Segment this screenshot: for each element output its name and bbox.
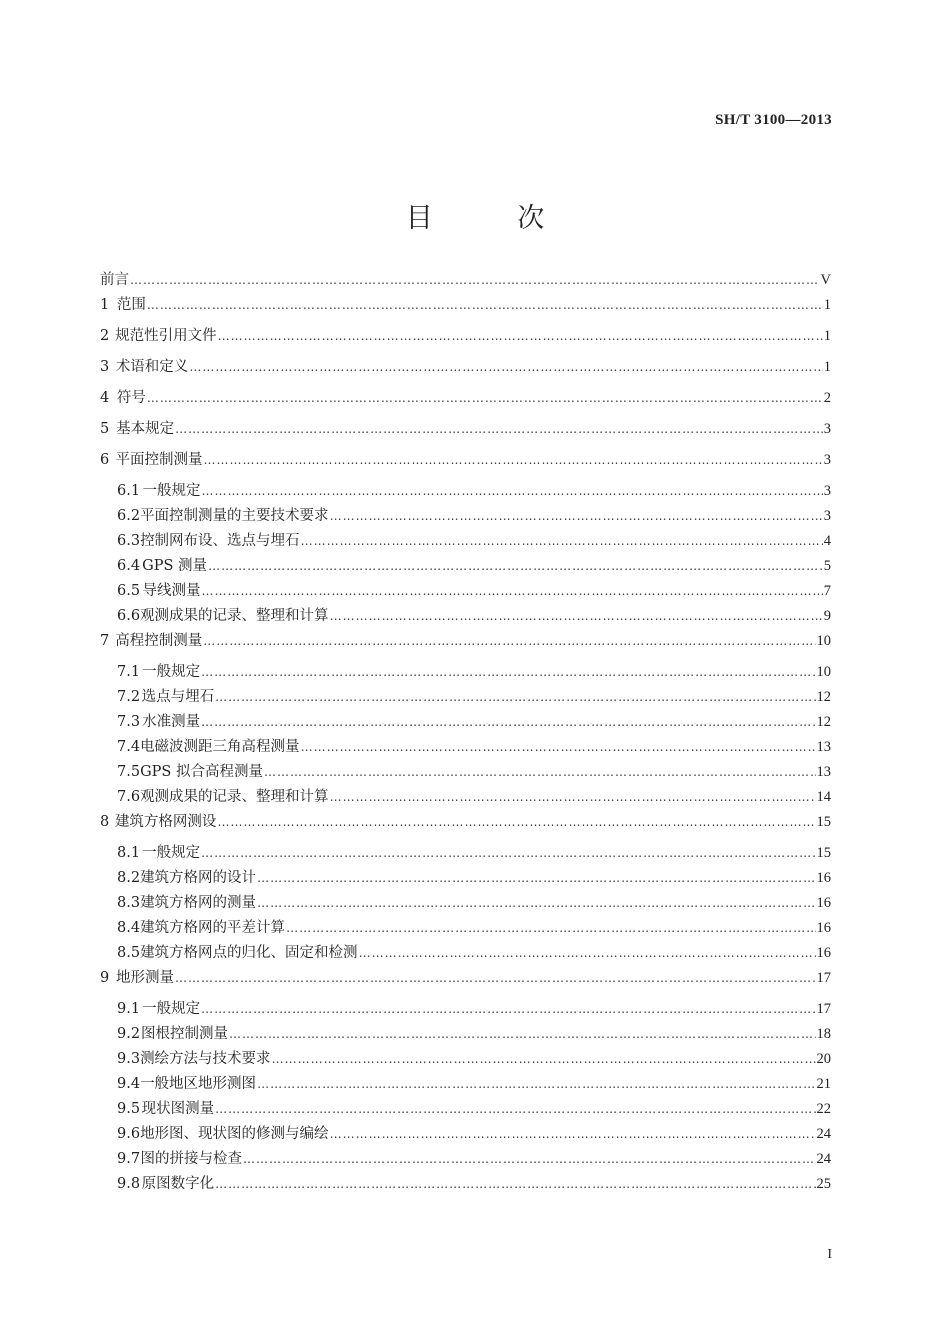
toc-entry-number: 5 — [100, 421, 110, 437]
dot-leader — [208, 559, 823, 573]
toc-entry-label: 规范性引用文件 — [115, 328, 217, 344]
dot-leader — [229, 1027, 815, 1041]
toc-entry-number: 7.1 — [117, 664, 141, 680]
toc-entry[interactable] — [100, 268, 831, 293]
toc-entry-number: 6.4 — [117, 558, 141, 574]
toc-entry[interactable] — [100, 760, 831, 785]
toc-entry-page: V — [820, 272, 831, 288]
toc-entry-page: 12 — [816, 714, 831, 730]
toc-entry-label: 建筑方格网点的归化、固定和检测 — [140, 945, 358, 961]
toc-entry[interactable] — [100, 1122, 831, 1147]
toc-entry[interactable] — [100, 997, 831, 1022]
toc-entry[interactable] — [100, 866, 831, 891]
toc-entry-label: 高程控制测量 — [115, 633, 203, 649]
toc-entry-number: 6.1 — [117, 483, 141, 499]
dot-leader — [201, 484, 822, 498]
toc-entry[interactable] — [100, 1172, 831, 1197]
toc-entry[interactable] — [100, 841, 831, 866]
dot-leader — [201, 715, 815, 729]
toc-entry-page: 24 — [816, 1151, 831, 1167]
page-number: I — [827, 1247, 832, 1262]
toc-entry[interactable] — [100, 629, 831, 660]
toc-entry[interactable] — [100, 386, 831, 417]
toc-entry-page: 4 — [823, 533, 831, 549]
dot-leader — [175, 422, 823, 436]
toc-entry-page: 9 — [823, 608, 831, 624]
toc-entry-label: 观测成果的记录、整理和计算 — [140, 789, 329, 805]
toc-entry-page: 25 — [816, 1176, 831, 1192]
dot-leader — [257, 896, 815, 910]
toc-entry-page: 16 — [816, 945, 831, 961]
dot-leader — [217, 815, 815, 829]
toc-entry-label: 图的拼接与检查 — [140, 1151, 242, 1167]
dot-leader — [330, 609, 823, 623]
dot-leader — [201, 846, 815, 860]
toc-entry-page: 22 — [816, 1101, 831, 1117]
toc-entry[interactable] — [100, 710, 831, 735]
toc-entry-label: GPS 测量 — [142, 558, 208, 574]
toc-entry-number: 1 — [100, 297, 110, 313]
dot-leader — [257, 871, 815, 885]
toc-entry-label: 一般规定 — [142, 845, 201, 861]
dot-leader — [330, 790, 816, 804]
toc-entry-label: 基本规定 — [116, 421, 175, 437]
toc-entry-number: 2 — [100, 328, 110, 344]
toc-entry[interactable] — [100, 604, 831, 629]
toc-entry-number: 7.2 — [117, 689, 141, 705]
toc-entry-page: 24 — [816, 1126, 831, 1142]
toc-entry-page: 13 — [816, 739, 831, 755]
toc-title: 目 次 — [405, 203, 583, 234]
dot-leader — [201, 665, 815, 679]
toc-entry-number: 8.1 — [117, 845, 141, 861]
toc-entry-label: 一般规定 — [142, 483, 201, 499]
toc-entry-number: 6 — [100, 452, 110, 468]
toc-entry-label: 术语和定义 — [115, 359, 189, 375]
toc-entry-number: 9.5 — [117, 1101, 141, 1117]
toc-entry[interactable] — [100, 660, 831, 685]
dot-leader — [203, 634, 815, 648]
toc-entry-number: 9.6 — [117, 1126, 141, 1142]
dot-leader — [286, 921, 815, 935]
toc-entry-number: 6.5 — [117, 583, 141, 599]
toc-entry-number: 9.4 — [117, 1076, 141, 1092]
toc-entry-page: 3 — [823, 508, 831, 524]
toc-entry-number: 7.3 — [117, 714, 141, 730]
toc-entry[interactable] — [100, 916, 831, 941]
toc-entry-number: 7.4 — [117, 739, 141, 755]
standard-code: SH/T 3100—2013 — [715, 112, 832, 128]
toc-entry-label: 导线测量 — [142, 583, 201, 599]
dot-leader — [359, 946, 816, 960]
toc-entry-number: 6.2 — [117, 508, 141, 524]
toc-entry[interactable] — [100, 1072, 831, 1097]
toc-entry-page: 10 — [816, 664, 831, 680]
toc-entry-page: 14 — [816, 789, 831, 805]
toc-entry-number: 4 — [100, 390, 110, 406]
toc-entry-number: 8 — [100, 814, 110, 830]
toc-entry-label: 观测成果的记录、整理和计算 — [140, 608, 329, 624]
toc-entry-label: 建筑方格网的测量 — [140, 895, 257, 911]
toc-entry[interactable] — [100, 293, 831, 324]
toc-entry-page: 10 — [816, 633, 831, 649]
toc-entry[interactable] — [100, 1097, 831, 1122]
toc-entry-label: 选点与埋石 — [141, 689, 215, 705]
toc-entry-page: 3 — [823, 452, 831, 468]
dot-leader — [175, 971, 816, 985]
toc-entry-page: 17 — [816, 1001, 831, 1017]
toc-entry[interactable] — [100, 324, 831, 355]
dot-leader — [203, 453, 822, 467]
dot-leader — [257, 1077, 815, 1091]
dot-leader — [147, 391, 823, 405]
dot-leader — [215, 690, 815, 704]
toc-entry-page: 1 — [823, 297, 831, 313]
toc-entry-label: 建筑方格网测设 — [114, 814, 217, 830]
toc-entry[interactable] — [100, 1147, 831, 1172]
toc-entry-page: 5 — [823, 558, 831, 574]
toc-entry-page: 3 — [823, 421, 831, 437]
toc-entry-page: 17 — [816, 970, 831, 986]
dot-leader — [130, 273, 820, 287]
dot-leader — [189, 360, 822, 374]
toc-entry[interactable] — [100, 1022, 831, 1047]
toc-entry-label: 建筑方格网的设计 — [140, 870, 257, 886]
toc-entry[interactable] — [100, 941, 831, 966]
toc-entry-label: 一般地区地形测图 — [140, 1076, 257, 1092]
toc-entry-label: 平面控制测量的主要技术要求 — [140, 508, 329, 524]
toc-entry-number: 9.2 — [117, 1026, 141, 1042]
toc-entry[interactable] — [100, 529, 831, 554]
toc-entry-page: 16 — [816, 920, 831, 936]
toc-entry[interactable] — [100, 479, 831, 504]
toc-entry-label: 建筑方格网的平差计算 — [140, 920, 286, 936]
toc-entry-number: 7.5 — [117, 764, 141, 780]
toc-entry[interactable] — [100, 579, 831, 604]
dot-leader — [201, 1002, 815, 1016]
toc-entry-page: 15 — [816, 845, 831, 861]
dot-leader — [272, 1052, 816, 1066]
dot-leader — [201, 584, 822, 598]
dot-leader — [301, 534, 823, 548]
toc-entry-page: 13 — [816, 764, 831, 780]
dot-leader — [218, 329, 823, 343]
toc-entry-label: 原图数字化 — [141, 1176, 215, 1192]
toc-entry-page: 7 — [823, 583, 831, 599]
toc-entry-page: 20 — [816, 1051, 831, 1067]
toc-entry-number: 9.8 — [117, 1176, 141, 1192]
toc-entry-number: 9 — [100, 970, 110, 986]
toc-entry-label: GPS 拟合高程测量 — [140, 764, 263, 780]
toc-entry-page: 12 — [816, 689, 831, 705]
toc-entry-label: 现状图测量 — [141, 1101, 215, 1117]
toc-entry-label: 一般规定 — [142, 664, 201, 680]
toc-entry[interactable] — [100, 554, 831, 579]
dot-leader — [215, 1102, 815, 1116]
toc-entry[interactable] — [100, 504, 831, 529]
toc-entry-number: 8.4 — [117, 920, 141, 936]
toc-entry-label: 地形测量 — [116, 970, 174, 986]
toc-entry-label: 控制网布设、选点与埋石 — [140, 533, 300, 549]
toc-entry[interactable] — [100, 448, 831, 479]
dot-leader — [264, 765, 816, 779]
toc-entry[interactable] — [100, 1047, 831, 1072]
toc-entry-number: 8.2 — [117, 870, 141, 886]
toc-entry[interactable] — [100, 785, 831, 810]
toc-entry-label: 范围 — [116, 297, 146, 313]
toc-entry-label: 地形图、现状图的修测与编绘 — [140, 1126, 329, 1142]
toc-entry-page: 1 — [823, 359, 831, 375]
dot-leader — [330, 509, 823, 523]
toc-entry-number: 9.7 — [117, 1151, 141, 1167]
toc-entry-label: 前言 — [100, 272, 129, 288]
toc-entry[interactable] — [100, 966, 831, 997]
toc-entry-number: 9.1 — [117, 1001, 141, 1017]
toc-entry-page: 16 — [816, 870, 831, 886]
toc-entry-label: 电磁波测距三角高程测量 — [140, 739, 300, 755]
toc-entry-number: 3 — [100, 359, 110, 375]
toc-entry-label: 图根控制测量 — [141, 1026, 229, 1042]
table-of-contents — [100, 268, 831, 1197]
toc-entry-page: 3 — [823, 483, 831, 499]
toc-entry-page: 1 — [823, 328, 831, 344]
toc-entry-number: 8.3 — [117, 895, 141, 911]
dot-leader — [301, 740, 816, 754]
toc-entry-number: 8.5 — [117, 945, 141, 961]
toc-entry-number: 7 — [100, 633, 110, 649]
toc-entry[interactable] — [100, 355, 831, 386]
dot-leader — [215, 1177, 815, 1191]
dot-leader — [147, 298, 823, 312]
toc-entry-page: 21 — [816, 1076, 831, 1092]
toc-entry-label: 测绘方法与技术要求 — [140, 1051, 271, 1067]
toc-entry-label: 平面控制测量 — [115, 452, 203, 468]
toc-entry-page: 18 — [816, 1026, 831, 1042]
dot-leader — [330, 1127, 816, 1141]
toc-entry-number: 6.6 — [117, 608, 141, 624]
toc-entry[interactable] — [100, 417, 831, 448]
toc-entry-label: 水准测量 — [142, 714, 201, 730]
toc-entry-number: 7.6 — [117, 789, 141, 805]
dot-leader — [243, 1152, 816, 1166]
toc-entry-page: 15 — [816, 814, 831, 830]
toc-entry-number: 6.3 — [117, 533, 141, 549]
toc-entry[interactable] — [100, 735, 831, 760]
toc-entry[interactable] — [100, 810, 831, 841]
toc-entry-label: 符号 — [116, 390, 146, 406]
toc-entry[interactable] — [100, 685, 831, 710]
toc-entry-number: 9.3 — [117, 1051, 141, 1067]
toc-entry-page: 16 — [816, 895, 831, 911]
toc-entry[interactable] — [100, 891, 831, 916]
toc-entry-label: 一般规定 — [142, 1001, 201, 1017]
toc-entry-page: 2 — [823, 390, 831, 406]
